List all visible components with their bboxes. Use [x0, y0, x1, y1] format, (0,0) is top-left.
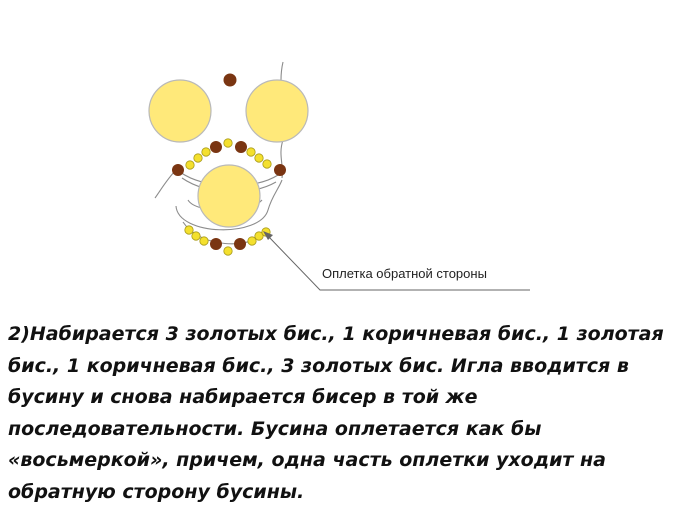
- gold-seed-bead: [224, 139, 232, 147]
- callout-label: Оплетка обратной стороны: [322, 266, 487, 281]
- brown-bead: [274, 164, 286, 176]
- brown-bead: [235, 141, 247, 153]
- gold-seed-bead: [247, 148, 255, 156]
- brown-bead: [172, 164, 184, 176]
- gold-seed-bead: [186, 161, 194, 169]
- thread-left-tail: [155, 170, 176, 198]
- brown-bead: [210, 141, 222, 153]
- gold-seed-bead: [192, 232, 200, 240]
- gold-seed-bead: [200, 237, 208, 245]
- gold-seed-bead: [202, 148, 210, 156]
- large-bead-top-left: [149, 80, 211, 142]
- brown-bead: [210, 238, 222, 250]
- gold-seed-bead: [185, 226, 193, 234]
- gold-seed-bead: [263, 160, 271, 168]
- callout-arrow: [263, 231, 530, 290]
- instruction-text: 2)Набирается 3 золотых бис., 1 коричневая бис., 1 золотая бис., 1 коричневая бис., 3 золотых бис. Игла вводится в бусину и снова набирается бисер в той же последовательности. Бусина оплетается как бы «восьмеркой», причем, одна часть оплетки уходит на обратную сторону бусины.: [8, 323, 664, 503]
- gold-seed-bead: [224, 247, 232, 255]
- large-bead-top-right: [246, 80, 308, 142]
- large-beads: [149, 80, 308, 227]
- gold-seed-bead: [194, 154, 202, 162]
- gold-seed-bead: [255, 154, 263, 162]
- brown-bead: [234, 238, 246, 250]
- large-bead-center: [198, 165, 260, 227]
- brown-bead: [224, 74, 237, 87]
